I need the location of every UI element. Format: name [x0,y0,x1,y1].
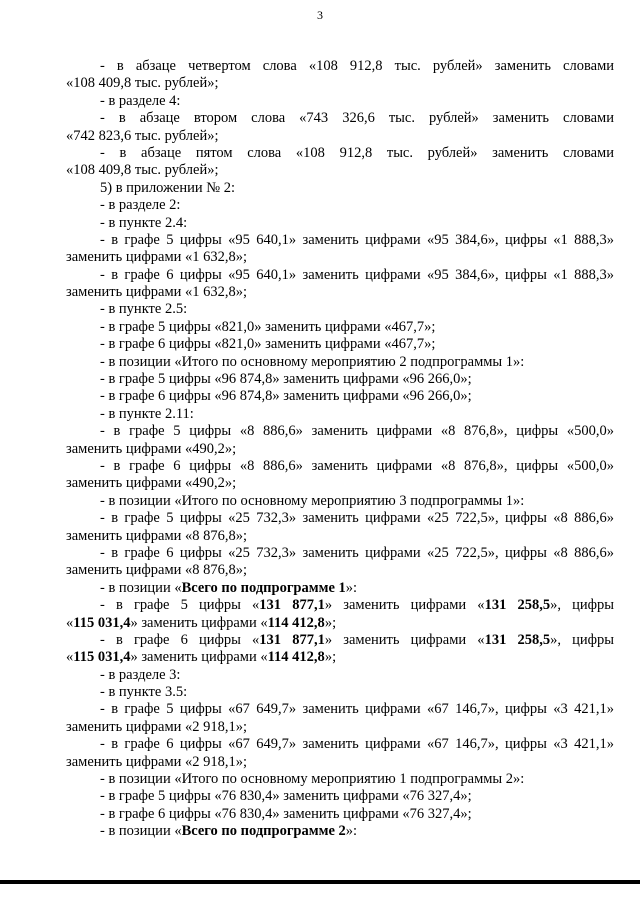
text-fragment: », цифры [550,597,614,614]
bottom-rule [0,880,640,884]
text-line [66,615,614,632]
text-line [66,128,614,145]
text-fragment: » заменить цифрами « [324,597,485,614]
text-line [66,232,614,249]
text-fragment: »; [324,614,337,631]
text-fragment: - в графе 6 цифры «76 830,4» заменить цифрами «76 327,4»; [100,805,472,822]
text-line [66,823,614,840]
text-fragment: » заменить цифрами « [324,631,485,648]
text-line [66,249,614,266]
text-fragment: - в графе 6 цифры «95 640,1» заменить цифрами «95 384,6», цифры «1 888,3» [100,266,614,283]
text-fragment: « [66,649,74,666]
text-fragment: »; [324,649,337,666]
text-fragment: заменить цифрами «2 918,1»; [66,718,248,735]
text-fragment: - в позиции «Итого по основному мероприятию 3 подпрограммы 1»: [100,492,525,509]
text-line [66,423,614,440]
text-fragment: - в позиции «Итого по основному мероприятию 2 подпрограммы 1»: [100,353,525,370]
text-fragment: - в пункте 2.11: [100,405,194,422]
text-line [66,736,614,753]
text-line [66,649,614,666]
text-fragment: - в графе 6 цифры « [100,631,260,648]
text-fragment: - в абзаце пятом слова «108 912,8 тыс. рублей» заменить словами [100,144,614,161]
text-line [66,667,614,684]
text-line [66,528,614,545]
text-fragment: - в графе 5 цифры «95 640,1» заменить цифрами «95 384,6», цифры «1 888,3» [100,231,614,248]
text-fragment: - в графе 6 цифры «8 886,6» заменить цифрами «8 876,8», цифры «500,0» [100,457,614,474]
text-fragment: заменить цифрами «490,2»; [66,475,237,492]
text-line [66,771,614,788]
text-fragment: - в пункте 3.5: [100,684,188,701]
text-fragment: - в разделе 2: [100,197,181,214]
text-fragment: » заменить цифрами « [130,649,268,666]
text-line [66,319,614,336]
text-line [66,354,614,371]
text-line [66,406,614,423]
bold-text-fragment: Всего по подпрограмме 1 [181,579,346,596]
text-fragment: »: [345,579,358,596]
text-fragment: »: [345,823,358,840]
text-fragment: - в графе 6 цифры «67 649,7» заменить цифрами «67 146,7», цифры «3 421,1» [100,736,614,753]
text-line [66,493,614,510]
text-fragment: «108 409,8 тыс. рублей»; [66,75,219,92]
bold-text-fragment: 131 877,1 [259,597,325,614]
text-line [66,580,614,597]
text-line [66,806,614,823]
text-fragment: - в пункте 2.4: [100,214,188,231]
text-fragment: 5) в приложении № 2: [100,179,235,196]
text-fragment: - в абзаце четвертом слова «108 912,8 тыс. рублей» заменить словами [100,58,614,74]
text-line [66,458,614,475]
text-line [66,388,614,405]
text-line [66,267,614,284]
text-line [66,684,614,701]
text-fragment: - в графе 6 цифры «96 874,8» заменить цифрами «96 266,0»; [100,388,472,405]
text-fragment: - в графе 5 цифры «76 830,4» заменить цифрами «76 327,4»; [100,788,472,805]
text-fragment: - в графе 5 цифры «821,0» заменить цифрами «467,7»; [100,318,436,335]
bold-text-fragment: 115 031,4 [73,614,131,631]
text-fragment: заменить цифрами «2 918,1»; [66,753,248,770]
text-line [66,58,614,75]
text-line [66,180,614,197]
text-fragment: - в разделе 3: [100,666,181,683]
text-line [66,562,614,579]
text-line [66,371,614,388]
bold-text-fragment: 114 412,8 [267,614,325,631]
bold-text-fragment: Всего по подпрограмме 2 [181,823,346,840]
text-line [66,336,614,353]
text-line [66,75,614,92]
text-line [66,475,614,492]
text-line [66,510,614,527]
text-line [66,145,614,162]
text-fragment: - в позиции « [100,823,182,840]
text-fragment: - в позиции «Итого по основному мероприятию 1 подпрограммы 2»: [100,771,525,788]
text-line [66,284,614,301]
text-fragment: - в абзаце втором слова «743 326,6 тыс. рублей» заменить словами [100,110,614,127]
bold-text-fragment: 131 877,1 [259,631,325,648]
text-fragment: - в графе 5 цифры « [100,597,260,614]
text-fragment: - в графе 5 цифры «96 874,8» заменить цифрами «96 266,0»; [100,371,472,388]
text-fragment: - в разделе 4: [100,92,181,109]
text-fragment: заменить цифрами «490,2»; [66,440,237,457]
text-line [66,110,614,127]
page-number: 3 [317,8,323,22]
text-fragment: - в графе 5 цифры «8 886,6» заменить цифрами «8 876,8», цифры «500,0» [100,423,614,440]
bold-text-fragment: 114 412,8 [267,649,325,666]
text-fragment: заменить цифрами «1 632,8»; [66,249,248,266]
text-fragment: «742 823,6 тыс. рублей»; [66,127,219,144]
text-line [66,301,614,318]
text-fragment: « [66,614,74,631]
text-fragment: », цифры [550,631,614,648]
text-line [66,441,614,458]
text-line [66,215,614,232]
text-line [66,93,614,110]
text-line [66,788,614,805]
text-fragment: - в графе 5 цифры «25 732,3» заменить цифрами «25 722,5», цифры «8 886,6» [100,510,614,527]
text-line [66,162,614,179]
bold-text-fragment: 115 031,4 [73,649,131,666]
text-line [66,719,614,736]
text-fragment: - в графе 5 цифры «67 649,7» заменить цифрами «67 146,7», цифры «3 421,1» [100,701,614,718]
bold-text-fragment: 131 258,5 [484,597,551,614]
bold-text-fragment: 131 258,5 [484,631,551,648]
text-fragment: заменить цифрами «8 876,8»; [66,562,248,579]
text-fragment: - в позиции « [100,579,182,596]
text-fragment: - в графе 6 цифры «25 732,3» заменить цифрами «25 722,5», цифры «8 886,6» [100,544,614,561]
text-fragment: заменить цифрами «1 632,8»; [66,284,248,301]
text-line [66,632,614,649]
text-line [66,754,614,771]
text-fragment: «108 409,8 тыс. рублей»; [66,162,219,179]
text-fragment: заменить цифрами «8 876,8»; [66,527,248,544]
text-fragment: » заменить цифрами « [130,614,268,631]
text-line [66,701,614,718]
text-line [66,597,614,614]
text-fragment: - в графе 6 цифры «821,0» заменить цифрами «467,7»; [100,336,436,353]
text-line [66,197,614,214]
text-fragment: - в пункте 2.5: [100,301,188,318]
document-body [66,58,614,841]
text-line [66,545,614,562]
